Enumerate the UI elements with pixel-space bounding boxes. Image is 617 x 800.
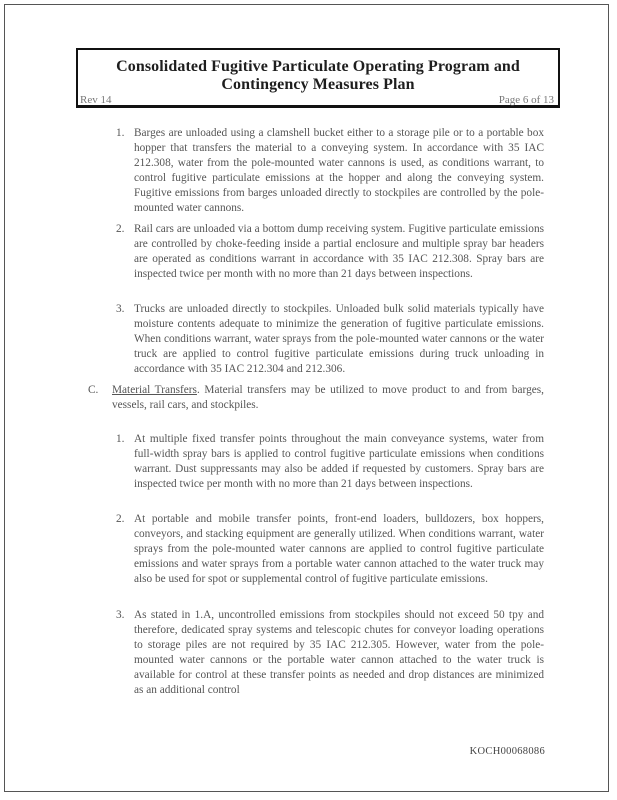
list-item-number: 2. bbox=[116, 223, 125, 235]
page-number: Page 6 of 13 bbox=[498, 94, 554, 106]
document-title-line1: Consolidated Fugitive Particulate Operating Program and bbox=[116, 58, 520, 75]
list-item-text: Trucks are unloaded directly to stockpiles. Unloaded bulk solid materials typically have moisture contents adequate to minimize the generation of fugitive particulate emissions. When conditions warrant, water sprays from the pole-mounted water cannons or the water truck are applied to control fugitive particulate emissions during truck unloading in accordance with 35 IAC 212.304 and 212.306. bbox=[134, 303, 544, 375]
section-letter: C. bbox=[88, 384, 99, 396]
section-heading: Material Transfers bbox=[112, 384, 197, 396]
list-item-number: 1. bbox=[116, 127, 125, 139]
section-c-intro bbox=[112, 383, 544, 413]
list-item-text: Rail cars are unloaded via a bottom dump receiving system. Fugitive particulate emissions are controlled by choke-feeding inside a partial enclosure and multiple spray bar headers are operated as conditions warrant in accordance with 35 IAC 212.308. Spray bars are inspected twice per month with no more than 21 days between inspections. bbox=[134, 223, 544, 280]
list-item-number: 3. bbox=[116, 303, 125, 315]
list-item-number: 2. bbox=[116, 513, 125, 525]
list-item-text: Barges are unloaded using a clamshell bucket either to a storage pile or to a portable box hopper that transfers the material to a conveying system. In accordance with 35 IAC 212.308, water from the pole-mounted water cannons is used, as conditions warrant, to control fugitive particulate emissions at the hopper and along the conveying system. Fugitive emissions from barges unloaded directly to stockpiles are controlled by the pole-mounted water cannons. bbox=[134, 127, 544, 214]
revision-label: Rev 14 bbox=[80, 94, 112, 106]
list-item-number: 3. bbox=[116, 609, 125, 621]
list-item-text: At multiple fixed transfer points throughout the main conveyance systems, water from full-width spray bars is applied to control fugitive particulate emissions when conditions warrant. Dust suppressants may also be added if requested by customers. Spray bars are inspected twice per month with no more than 21 days between inspections. bbox=[134, 433, 544, 490]
bates-number: KOCH00068086 bbox=[469, 746, 545, 757]
list-item-text: At portable and mobile transfer points, front-end loaders, bulldozers, box hoppers, conveyors, and stacking equipment are generally utilized. When conditions warrant, water sprays from the pole-mounted water cannons are applied to control fugitive particulate emissions and water sprays from a portable water cannon attached to the water truck may also be used for spot or supplemental control of fugitive particulate emissions. bbox=[134, 513, 544, 585]
section-intro-text: . Material transfers may be utilized to move product to and from barges, vessels, rail cars, and stockpiles. bbox=[112, 384, 544, 411]
list-item-text: As stated in 1.A, uncontrolled emissions from stockpiles should not exceed 50 tpy and therefore, dedicated spray systems and telescopic chutes for conveyor loading operations to storage piles are not required by 35 IAC 212.305. However, water from the pole-mounted water cannons or the portable water cannon attached to the water truck is available for control at these transfer points as needed and drop distances are minimized as an additional control bbox=[134, 609, 544, 696]
document-title-line2: Contingency Measures Plan bbox=[221, 76, 415, 93]
list-item-number: 1. bbox=[116, 433, 125, 445]
